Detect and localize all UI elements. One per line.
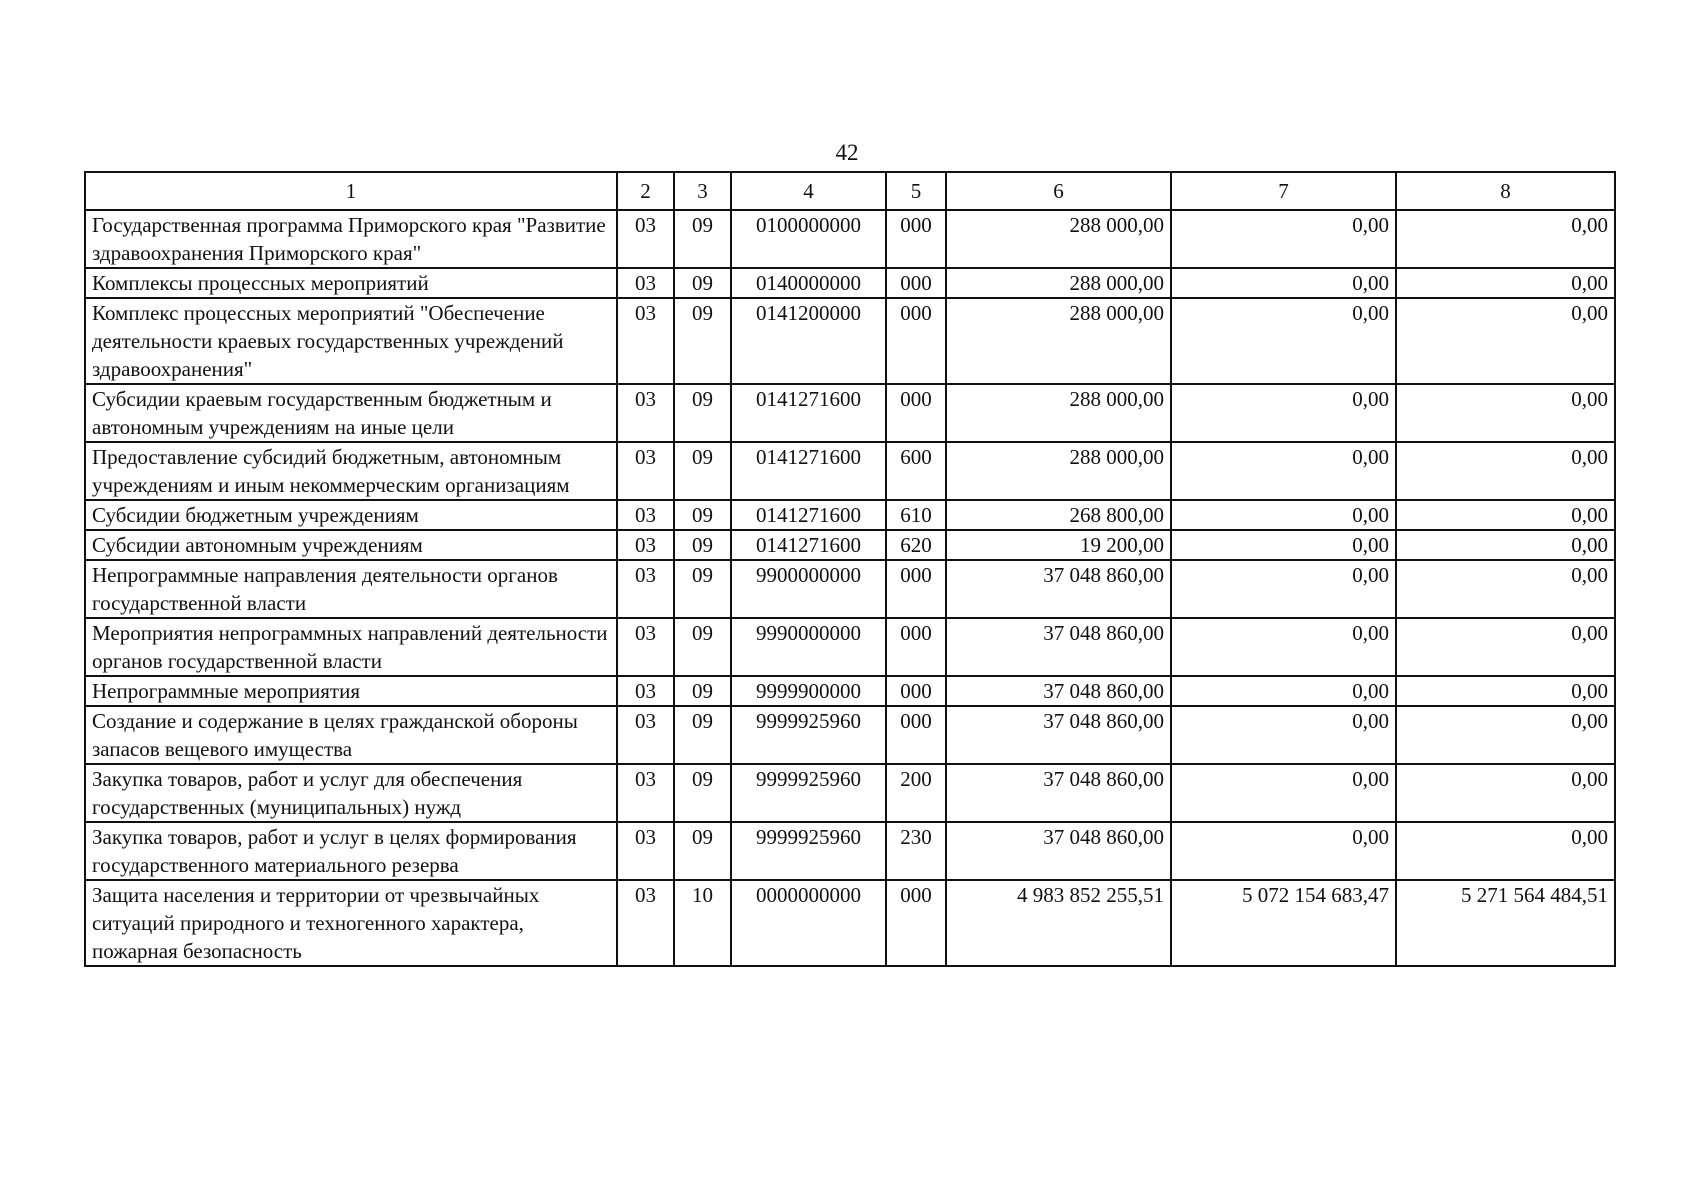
row-name: Создание и содержание в целях гражданской обороны запасов вещевого имущества: [85, 706, 617, 764]
section-code: 03: [617, 500, 674, 530]
subsection-code: 09: [674, 764, 731, 822]
amount-col-8: 0,00: [1396, 268, 1615, 298]
section-code: 03: [617, 880, 674, 966]
section-code: 03: [617, 560, 674, 618]
amount-col-7: 0,00: [1171, 268, 1396, 298]
table-row: [85, 764, 1615, 822]
amount-col-7: 5 072 154 683,47: [1171, 880, 1396, 966]
row-name: Государственная программа Приморского края "Развитие здравоохранения Приморского края": [85, 210, 617, 268]
budget-table: [84, 171, 1616, 967]
section-code: 03: [617, 706, 674, 764]
amount-col-6: 268 800,00: [946, 500, 1171, 530]
amount-col-7: 0,00: [1171, 500, 1396, 530]
expense-type-code: 000: [886, 210, 946, 268]
table-row: [85, 822, 1615, 880]
expense-type-code: 000: [886, 676, 946, 706]
amount-col-8: 0,00: [1396, 384, 1615, 442]
target-article-code: 0141200000: [731, 298, 886, 384]
expense-type-code: 000: [886, 880, 946, 966]
row-name: Комплекс процессных мероприятий "Обеспечение деятельности краевых государственных учреждений здравоохранения": [85, 298, 617, 384]
table-row: [85, 500, 1615, 530]
amount-col-8: 0,00: [1396, 530, 1615, 560]
amount-col-6: 288 000,00: [946, 298, 1171, 384]
row-name: Защита населения и территории от чрезвычайных ситуаций природного и техногенного характера, пожарная безопасность: [85, 880, 617, 966]
amount-col-8: 0,00: [1396, 618, 1615, 676]
subsection-code: 09: [674, 618, 731, 676]
amount-col-7: 0,00: [1171, 764, 1396, 822]
expense-type-code: 230: [886, 822, 946, 880]
expense-type-code: 610: [886, 500, 946, 530]
amount-col-6: 37 048 860,00: [946, 560, 1171, 618]
amount-col-6: 37 048 860,00: [946, 764, 1171, 822]
amount-col-6: 288 000,00: [946, 384, 1171, 442]
target-article-code: 0140000000: [731, 268, 886, 298]
table-row: [85, 530, 1615, 560]
target-article-code: 0000000000: [731, 880, 886, 966]
target-article-code: 9990000000: [731, 618, 886, 676]
column-header: 7: [1171, 172, 1396, 210]
subsection-code: 09: [674, 500, 731, 530]
row-name: Непрограммные мероприятия: [85, 676, 617, 706]
target-article-code: 9900000000: [731, 560, 886, 618]
row-name: Закупка товаров, работ и услуг в целях формирования государственного материального резерва: [85, 822, 617, 880]
amount-col-7: 0,00: [1171, 706, 1396, 764]
section-code: 03: [617, 442, 674, 500]
amount-col-8: 0,00: [1396, 822, 1615, 880]
header-row: [85, 172, 1615, 210]
row-name: Непрограммные направления деятельности органов государственной власти: [85, 560, 617, 618]
target-article-code: 9999925960: [731, 706, 886, 764]
section-code: 03: [617, 618, 674, 676]
table-row: [85, 618, 1615, 676]
table-row: [85, 676, 1615, 706]
expense-type-code: 200: [886, 764, 946, 822]
amount-col-7: 0,00: [1171, 530, 1396, 560]
amount-col-7: 0,00: [1171, 384, 1396, 442]
target-article-code: 9999925960: [731, 822, 886, 880]
subsection-code: 09: [674, 210, 731, 268]
subsection-code: 09: [674, 706, 731, 764]
table-row: [85, 560, 1615, 618]
section-code: 03: [617, 530, 674, 560]
amount-col-8: 0,00: [1396, 764, 1615, 822]
subsection-code: 09: [674, 822, 731, 880]
row-name: Мероприятия непрограммных направлений деятельности органов государственной власти: [85, 618, 617, 676]
row-name: Закупка товаров, работ и услуг для обеспечения государственных (муниципальных) нужд: [85, 764, 617, 822]
target-article-code: 0141271600: [731, 384, 886, 442]
amount-col-8: 0,00: [1396, 210, 1615, 268]
section-code: 03: [617, 384, 674, 442]
amount-col-6: 37 048 860,00: [946, 618, 1171, 676]
table-row: [85, 880, 1615, 966]
amount-col-7: 0,00: [1171, 442, 1396, 500]
amount-col-7: 0,00: [1171, 822, 1396, 880]
column-header: 4: [731, 172, 886, 210]
expense-type-code: 000: [886, 298, 946, 384]
subsection-code: 09: [674, 530, 731, 560]
amount-col-7: 0,00: [1171, 560, 1396, 618]
amount-col-6: 19 200,00: [946, 530, 1171, 560]
row-name: Предоставление субсидий бюджетным, автономным учреждениям и иным некоммерческим организациям: [85, 442, 617, 500]
target-article-code: 0141271600: [731, 500, 886, 530]
expense-type-code: 620: [886, 530, 946, 560]
table-row: [85, 298, 1615, 384]
amount-col-6: 288 000,00: [946, 268, 1171, 298]
column-header: 6: [946, 172, 1171, 210]
amount-col-6: 37 048 860,00: [946, 706, 1171, 764]
amount-col-7: 0,00: [1171, 298, 1396, 384]
column-header: 2: [617, 172, 674, 210]
row-name: Субсидии автономным учреждениям: [85, 530, 617, 560]
amount-col-6: 288 000,00: [946, 210, 1171, 268]
expense-type-code: 000: [886, 268, 946, 298]
section-code: 03: [617, 298, 674, 384]
section-code: 03: [617, 210, 674, 268]
expense-type-code: 000: [886, 560, 946, 618]
target-article-code: 9999925960: [731, 764, 886, 822]
amount-col-6: 4 983 852 255,51: [946, 880, 1171, 966]
amount-col-6: 37 048 860,00: [946, 676, 1171, 706]
amount-col-8: 0,00: [1396, 676, 1615, 706]
subsection-code: 09: [674, 298, 731, 384]
subsection-code: 10: [674, 880, 731, 966]
amount-col-8: 0,00: [1396, 560, 1615, 618]
target-article-code: 9999900000: [731, 676, 886, 706]
table-row: [85, 268, 1615, 298]
expense-type-code: 000: [886, 618, 946, 676]
amount-col-7: 0,00: [1171, 210, 1396, 268]
expense-type-code: 000: [886, 706, 946, 764]
amount-col-6: 37 048 860,00: [946, 822, 1171, 880]
subsection-code: 09: [674, 268, 731, 298]
section-code: 03: [617, 676, 674, 706]
subsection-code: 09: [674, 442, 731, 500]
table-row: [85, 384, 1615, 442]
target-article-code: 0141271600: [731, 442, 886, 500]
amount-col-8: 5 271 564 484,51: [1396, 880, 1615, 966]
row-name: Комплексы процессных мероприятий: [85, 268, 617, 298]
table-row: [85, 210, 1615, 268]
target-article-code: 0141271600: [731, 530, 886, 560]
column-header: 8: [1396, 172, 1615, 210]
expense-type-code: 600: [886, 442, 946, 500]
amount-col-7: 0,00: [1171, 618, 1396, 676]
amount-col-8: 0,00: [1396, 298, 1615, 384]
subsection-code: 09: [674, 676, 731, 706]
amount-col-8: 0,00: [1396, 500, 1615, 530]
column-header: 1: [85, 172, 617, 210]
target-article-code: 0100000000: [731, 210, 886, 268]
row-name: Субсидии краевым государственным бюджетным и автономным учреждениям на иные цели: [85, 384, 617, 442]
column-header: 3: [674, 172, 731, 210]
table-row: [85, 706, 1615, 764]
section-code: 03: [617, 268, 674, 298]
amount-col-8: 0,00: [1396, 706, 1615, 764]
amount-col-8: 0,00: [1396, 442, 1615, 500]
row-name: Субсидии бюджетным учреждениям: [85, 500, 617, 530]
column-header: 5: [886, 172, 946, 210]
expense-type-code: 000: [886, 384, 946, 442]
table-row: [85, 442, 1615, 500]
subsection-code: 09: [674, 384, 731, 442]
section-code: 03: [617, 764, 674, 822]
amount-col-6: 288 000,00: [946, 442, 1171, 500]
section-code: 03: [617, 822, 674, 880]
amount-col-7: 0,00: [1171, 676, 1396, 706]
page-number: 42: [835, 140, 859, 165]
subsection-code: 09: [674, 560, 731, 618]
